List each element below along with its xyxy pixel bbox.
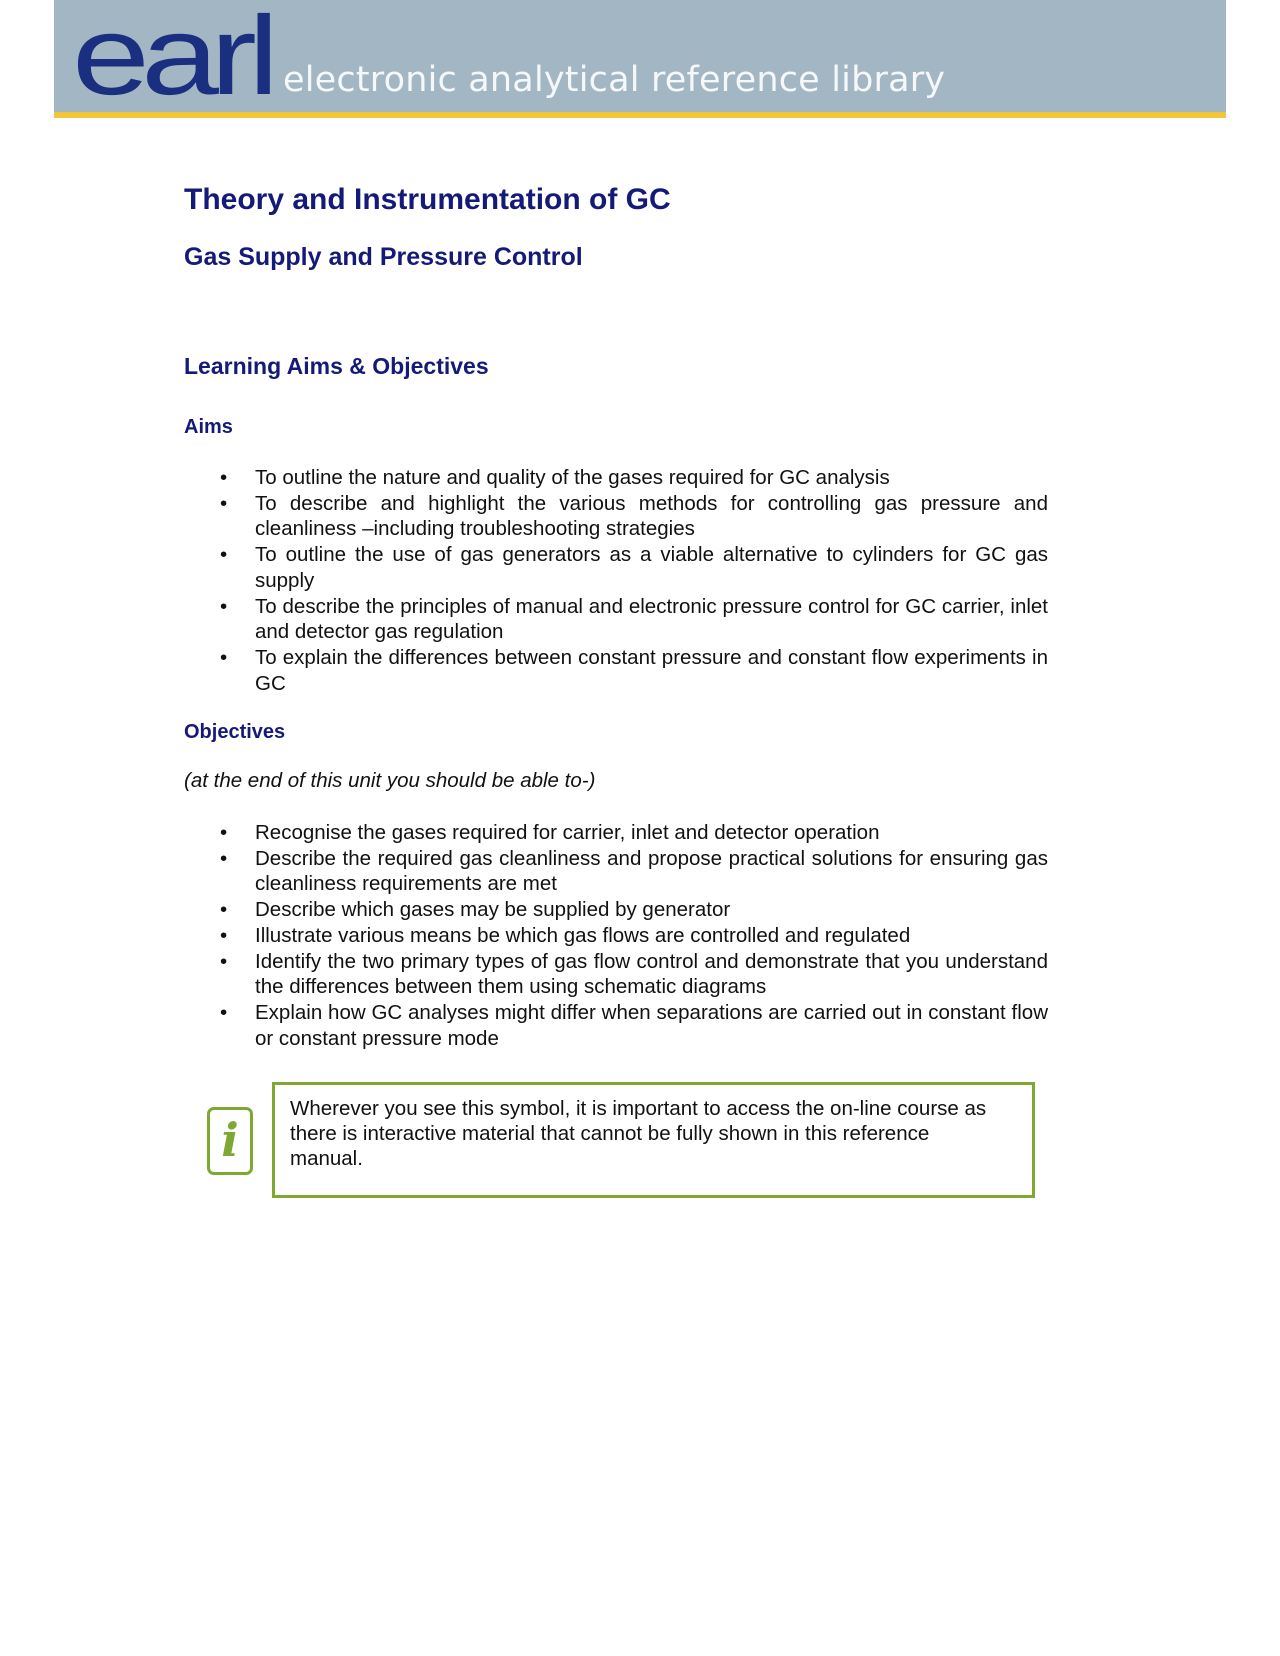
info-callout (272, 1082, 1035, 1198)
list-item: • To describe the principles of manual and electronic pressure control for GC carrier, inlet and detector gas regulation (184, 594, 1048, 645)
objectives-list (184, 820, 1048, 1051)
document-subtitle: Gas Supply and Pressure Control (184, 243, 583, 271)
list-item: • To outline the nature and quality of the gases required for GC analysis (184, 465, 1048, 491)
banner-tagline: electronic analytical reference library (283, 60, 946, 100)
earl-logo: earl (72, 0, 271, 118)
aims-list (184, 465, 1048, 696)
info-icon (207, 1107, 253, 1175)
list-item: • Recognise the gases required for carrier, inlet and detector operation (184, 820, 1048, 846)
objectives-note: (at the end of this unit you should be able to-) (184, 769, 596, 792)
document-title: Theory and Instrumentation of GC (184, 183, 671, 216)
list-item: • Identify the two primary types of gas flow control and demonstrate that you understand the differences between them using schematic diagrams (184, 949, 1048, 1000)
aims-heading: Aims (184, 416, 233, 438)
objectives-heading: Objectives (184, 721, 286, 743)
header-banner (54, 0, 1226, 118)
section-title: Learning Aims & Objectives (184, 353, 489, 379)
list-item: • Explain how GC analyses might differ when separations are carried out in constant flow or constant pressure mode (184, 1000, 1048, 1051)
list-item: • Illustrate various means be which gas flows are controlled and regulated (184, 923, 1048, 949)
list-item: • To describe and highlight the various methods for controlling gas pressure and cleanliness –including troubleshooting strategies (184, 491, 1048, 542)
list-item: • To outline the use of gas generators as a viable alternative to cylinders for GC gas supply (184, 542, 1048, 593)
info-text: Wherever you see this symbol, it is important to access the on-line course as there is interactive material that cannot be fully shown in this reference manual. (290, 1097, 987, 1170)
list-item: • To explain the differences between constant pressure and constant flow experiments in GC (184, 645, 1048, 696)
list-item: • Describe which gases may be supplied by generator (184, 897, 1048, 923)
info-glyph: i (221, 1113, 239, 1167)
list-item: • Describe the required gas cleanliness and propose practical solutions for ensuring gas cleanliness requirements are met (184, 846, 1048, 897)
